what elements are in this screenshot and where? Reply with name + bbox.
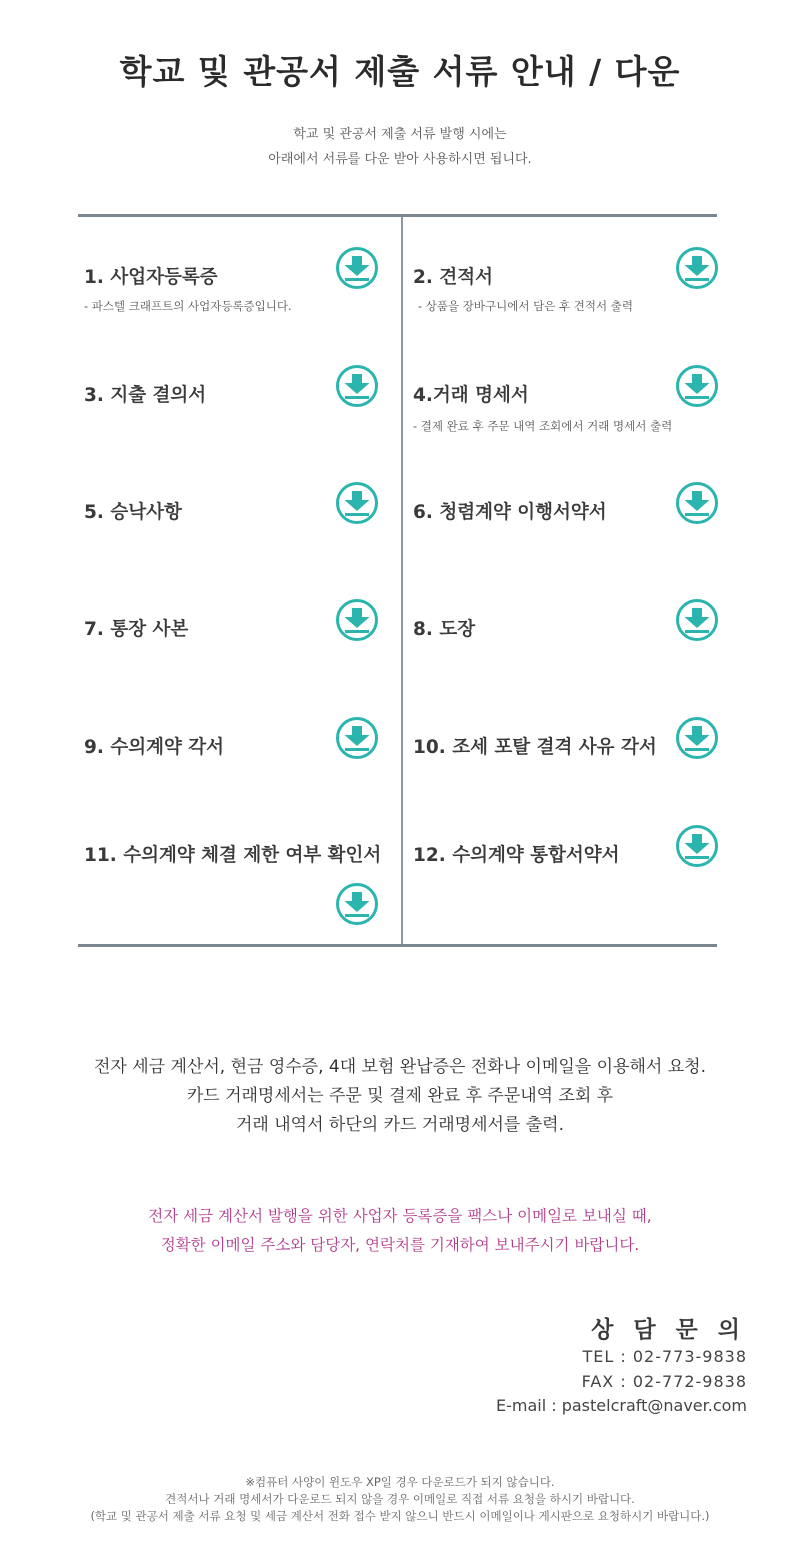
document-description: - 파스텔 크래프트의 사업자등록증입니다. — [84, 299, 292, 313]
table-top-rule — [78, 214, 717, 217]
notice-line-1: 전자 세금 계산서 발행을 위한 사업자 등록증을 팩스나 이메일로 보내실 때, — [148, 1207, 652, 1225]
download-circle-icon — [335, 364, 379, 408]
document-title: 1. 사업자등록증 — [84, 267, 218, 288]
document-title: 7. 통장 사본 — [84, 619, 189, 640]
contact-fax: FAX : 02-772-9838 — [581, 1372, 747, 1391]
footnote-line-1: ※컴퓨터 사양이 윈도우 XP일 경우 다운로드가 되지 않습니다. — [245, 1475, 555, 1489]
document-title: 2. 견적서 — [413, 267, 493, 288]
contact-heading: 상 담 문 의 — [591, 1317, 746, 1343]
download-circle-icon — [335, 246, 379, 290]
contact-email[interactable]: E-mail : pastelcraft@naver.com — [495, 1396, 747, 1415]
download-circle-icon — [335, 882, 379, 926]
document-title: 3. 지출 결의서 — [84, 385, 207, 406]
document-title: 9. 수의계약 각서 — [84, 737, 225, 758]
page-title: 학교 및 관공서 제출 서류 안내 / 다운 — [119, 52, 681, 91]
download-button[interactable] — [675, 598, 719, 642]
download-circle-icon — [675, 481, 719, 525]
download-circle-icon — [675, 364, 719, 408]
download-button[interactable] — [335, 246, 379, 290]
document-title: 11. 수의계약 체결 제한 여부 확인서 — [84, 845, 382, 866]
download-button[interactable] — [675, 481, 719, 525]
download-button[interactable] — [675, 246, 719, 290]
download-circle-icon — [335, 598, 379, 642]
download-circle-icon — [675, 598, 719, 642]
column-divider — [401, 217, 403, 944]
document-title: 4.거래 명세서 — [413, 385, 529, 406]
download-button[interactable] — [675, 824, 719, 868]
contact-tel: TEL : 02-773-9838 — [582, 1347, 747, 1366]
download-button[interactable] — [335, 481, 379, 525]
notice-line-2: 정확한 이메일 주소와 담당자, 연락처를 기재하여 보내주시기 바랍니다. — [160, 1236, 640, 1254]
download-circle-icon — [335, 481, 379, 525]
document-title: 5. 승낙사항 — [84, 502, 182, 523]
footnote-line-3: (학교 및 관공서 제출 서류 요청 및 세금 계산서 전화 접수 받지 않으니 반드시 이메일이나 게시판으로 요청하시기 바랍니다.) — [90, 1509, 710, 1523]
download-button[interactable] — [335, 364, 379, 408]
download-button[interactable] — [335, 882, 379, 926]
info-line-2: 카드 거래명세서는 주문 및 결제 완료 후 주문내역 조회 후 — [186, 1086, 614, 1106]
download-button[interactable] — [335, 598, 379, 642]
document-description: - 결제 완료 후 주문 내역 조회에서 거래 명세서 출력 — [413, 419, 673, 433]
info-line-1: 전자 세금 계산서, 현금 영수증, 4대 보험 완납증은 전화나 이메일을 이용해서 요청. — [94, 1057, 706, 1077]
download-circle-icon — [335, 716, 379, 760]
download-button[interactable] — [675, 364, 719, 408]
intro-line-1: 학교 및 관공서 제출 서류 발행 시에는 — [293, 127, 507, 142]
intro-line-2: 아래에서 서류를 다운 받아 사용하시면 됩니다. — [268, 152, 532, 167]
table-bottom-rule — [78, 944, 717, 947]
document-title: 12. 수의계약 통합서약서 — [413, 845, 620, 866]
download-circle-icon — [675, 716, 719, 760]
download-button[interactable] — [675, 716, 719, 760]
download-circle-icon — [675, 824, 719, 868]
document-title: 10. 조세 포탈 결격 사유 각서 — [413, 737, 657, 758]
download-circle-icon — [675, 246, 719, 290]
footnote-line-2: 견적서나 거래 명세서가 다운로드 되지 않을 경우 이메일로 직접 서류 요청을 하시기 바랍니다. — [165, 1492, 635, 1506]
document-title: 6. 청렴계약 이행서약서 — [413, 502, 607, 523]
document-description: - 상품을 장바구니에서 담은 후 견적서 출력 — [418, 299, 633, 313]
download-button[interactable] — [335, 716, 379, 760]
info-line-3: 거래 내역서 하단의 카드 거래명세서를 출력. — [235, 1115, 565, 1135]
document-title: 8. 도장 — [413, 619, 476, 640]
